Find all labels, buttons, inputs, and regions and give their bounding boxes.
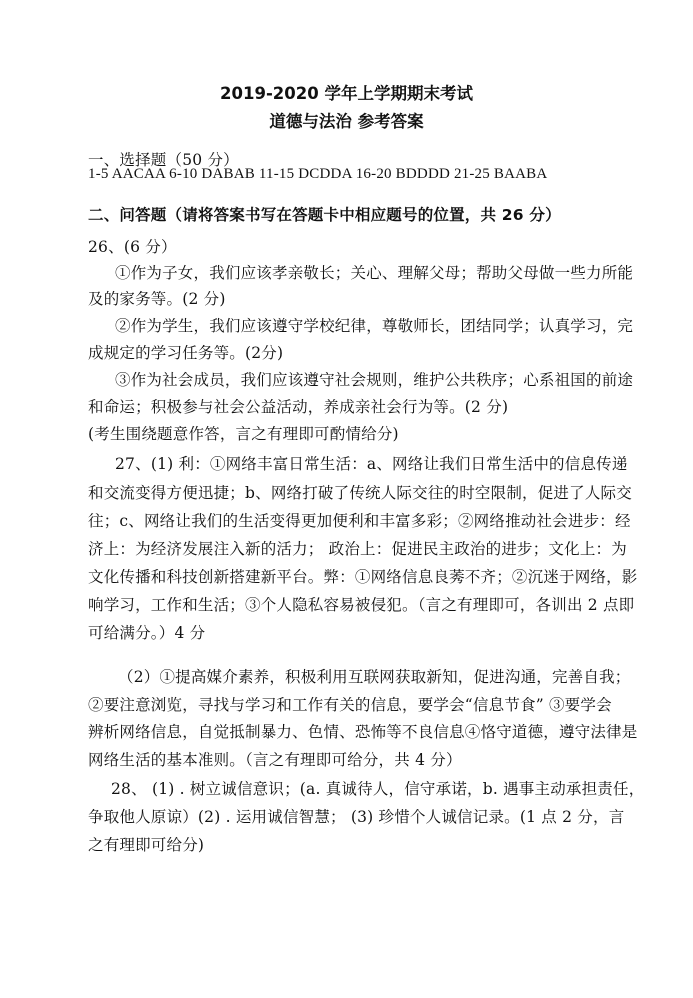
section1-heading: 一、选择题（50 分）: [88, 151, 239, 169]
q28-line: 28、 (1) . 树立诚信意识；(a. 真诚待人，信守承诺，b. 遇事主动承担责任，: [111, 780, 645, 798]
q27-part2-line: 辨析网络信息，自觉抵制暴力、色情、恐怖等不良信息④恪守道德，遵守法律是: [88, 723, 638, 741]
q27-line: 济上：为经济发展注入新的活力； 政治上：促进民主政治的进步；文化上：为: [88, 540, 627, 558]
q26-line: 和命运；积极参与社会公益活动，养成亲社会行为等。(2 分): [88, 398, 509, 416]
q28-line: 之有理即可给分): [88, 836, 205, 854]
q27-part2-line: ②要注意浏览，寻找与学习和工作有关的信息，要学会“信息节食” ③要学会: [88, 696, 612, 714]
q27-line: 往；c、网络让我们的生活变得更加便利和丰富多彩；②网络推动社会进步：经: [88, 512, 631, 530]
q27-line: 响学习，工作和生活；③个人隐私容易被侵犯。（言之有理即可，各训出 2 点即: [88, 596, 635, 614]
q26-line: ③作为社会成员，我们应该遵守社会规则，维护公共秩序；心系祖国的前途: [115, 371, 634, 389]
q27-part2-line: （2）①提高媒介素养，积极利用互联网获取新知，促进沟通，完善自我；: [118, 668, 631, 686]
q26-heading: 26、(6 分）: [88, 238, 177, 256]
q26-line: ①作为子女，我们应该孝亲敬长；关心、理解父母；帮助父母做一些力所能: [115, 264, 634, 282]
section2-heading: 二、问答题（请将答案书写在答题卡中相应题号的位置，共 26 分）: [88, 206, 561, 224]
q26-line: 成规定的学习任务等。(2分): [88, 344, 284, 362]
exam-title: 2019-2020 学年上学期期末考试: [220, 84, 473, 103]
q27-line: 和交流变得方便迅捷；b、网络打破了传统人际交往的时空限制，促进了人际交: [88, 484, 632, 502]
q28-line: 争取他人原谅）(2) . 运用诚信智慧； (3) 珍惜个人诚信记录。(1 点 2 分，言: [88, 808, 625, 826]
grading-note: (考生围绕题意作答，言之有理即可酌情给分): [88, 425, 399, 443]
q26-line: 及的家务等。(2 分): [88, 290, 226, 308]
q27-line: 可给满分。）4 分: [88, 624, 206, 642]
q27-line: 文化传播和科技创新搭建新平台。弊：①网络信息良莠不齐；②沉迷于网络，影: [88, 568, 638, 586]
q27-part2-line: 网络生活的基本准则。（言之有理即可给分，共 4 分）: [88, 751, 462, 769]
q27-line: 27、(1) 利：①网络丰富日常生活：a、网络让我们日常生活中的信息传递: [115, 455, 628, 473]
exam-subtitle: 道德与法治 参考答案: [269, 112, 424, 131]
q26-line: ②作为学生，我们应该遵守学校纪律，尊敬师长，团结同学；认真学习，完: [115, 317, 634, 335]
multiple-choice-answers: 1-5 AACAA 6-10 DABAB 11-15 DCDDA 16-20 BDDDD 21-25 BAABA: [88, 166, 548, 182]
